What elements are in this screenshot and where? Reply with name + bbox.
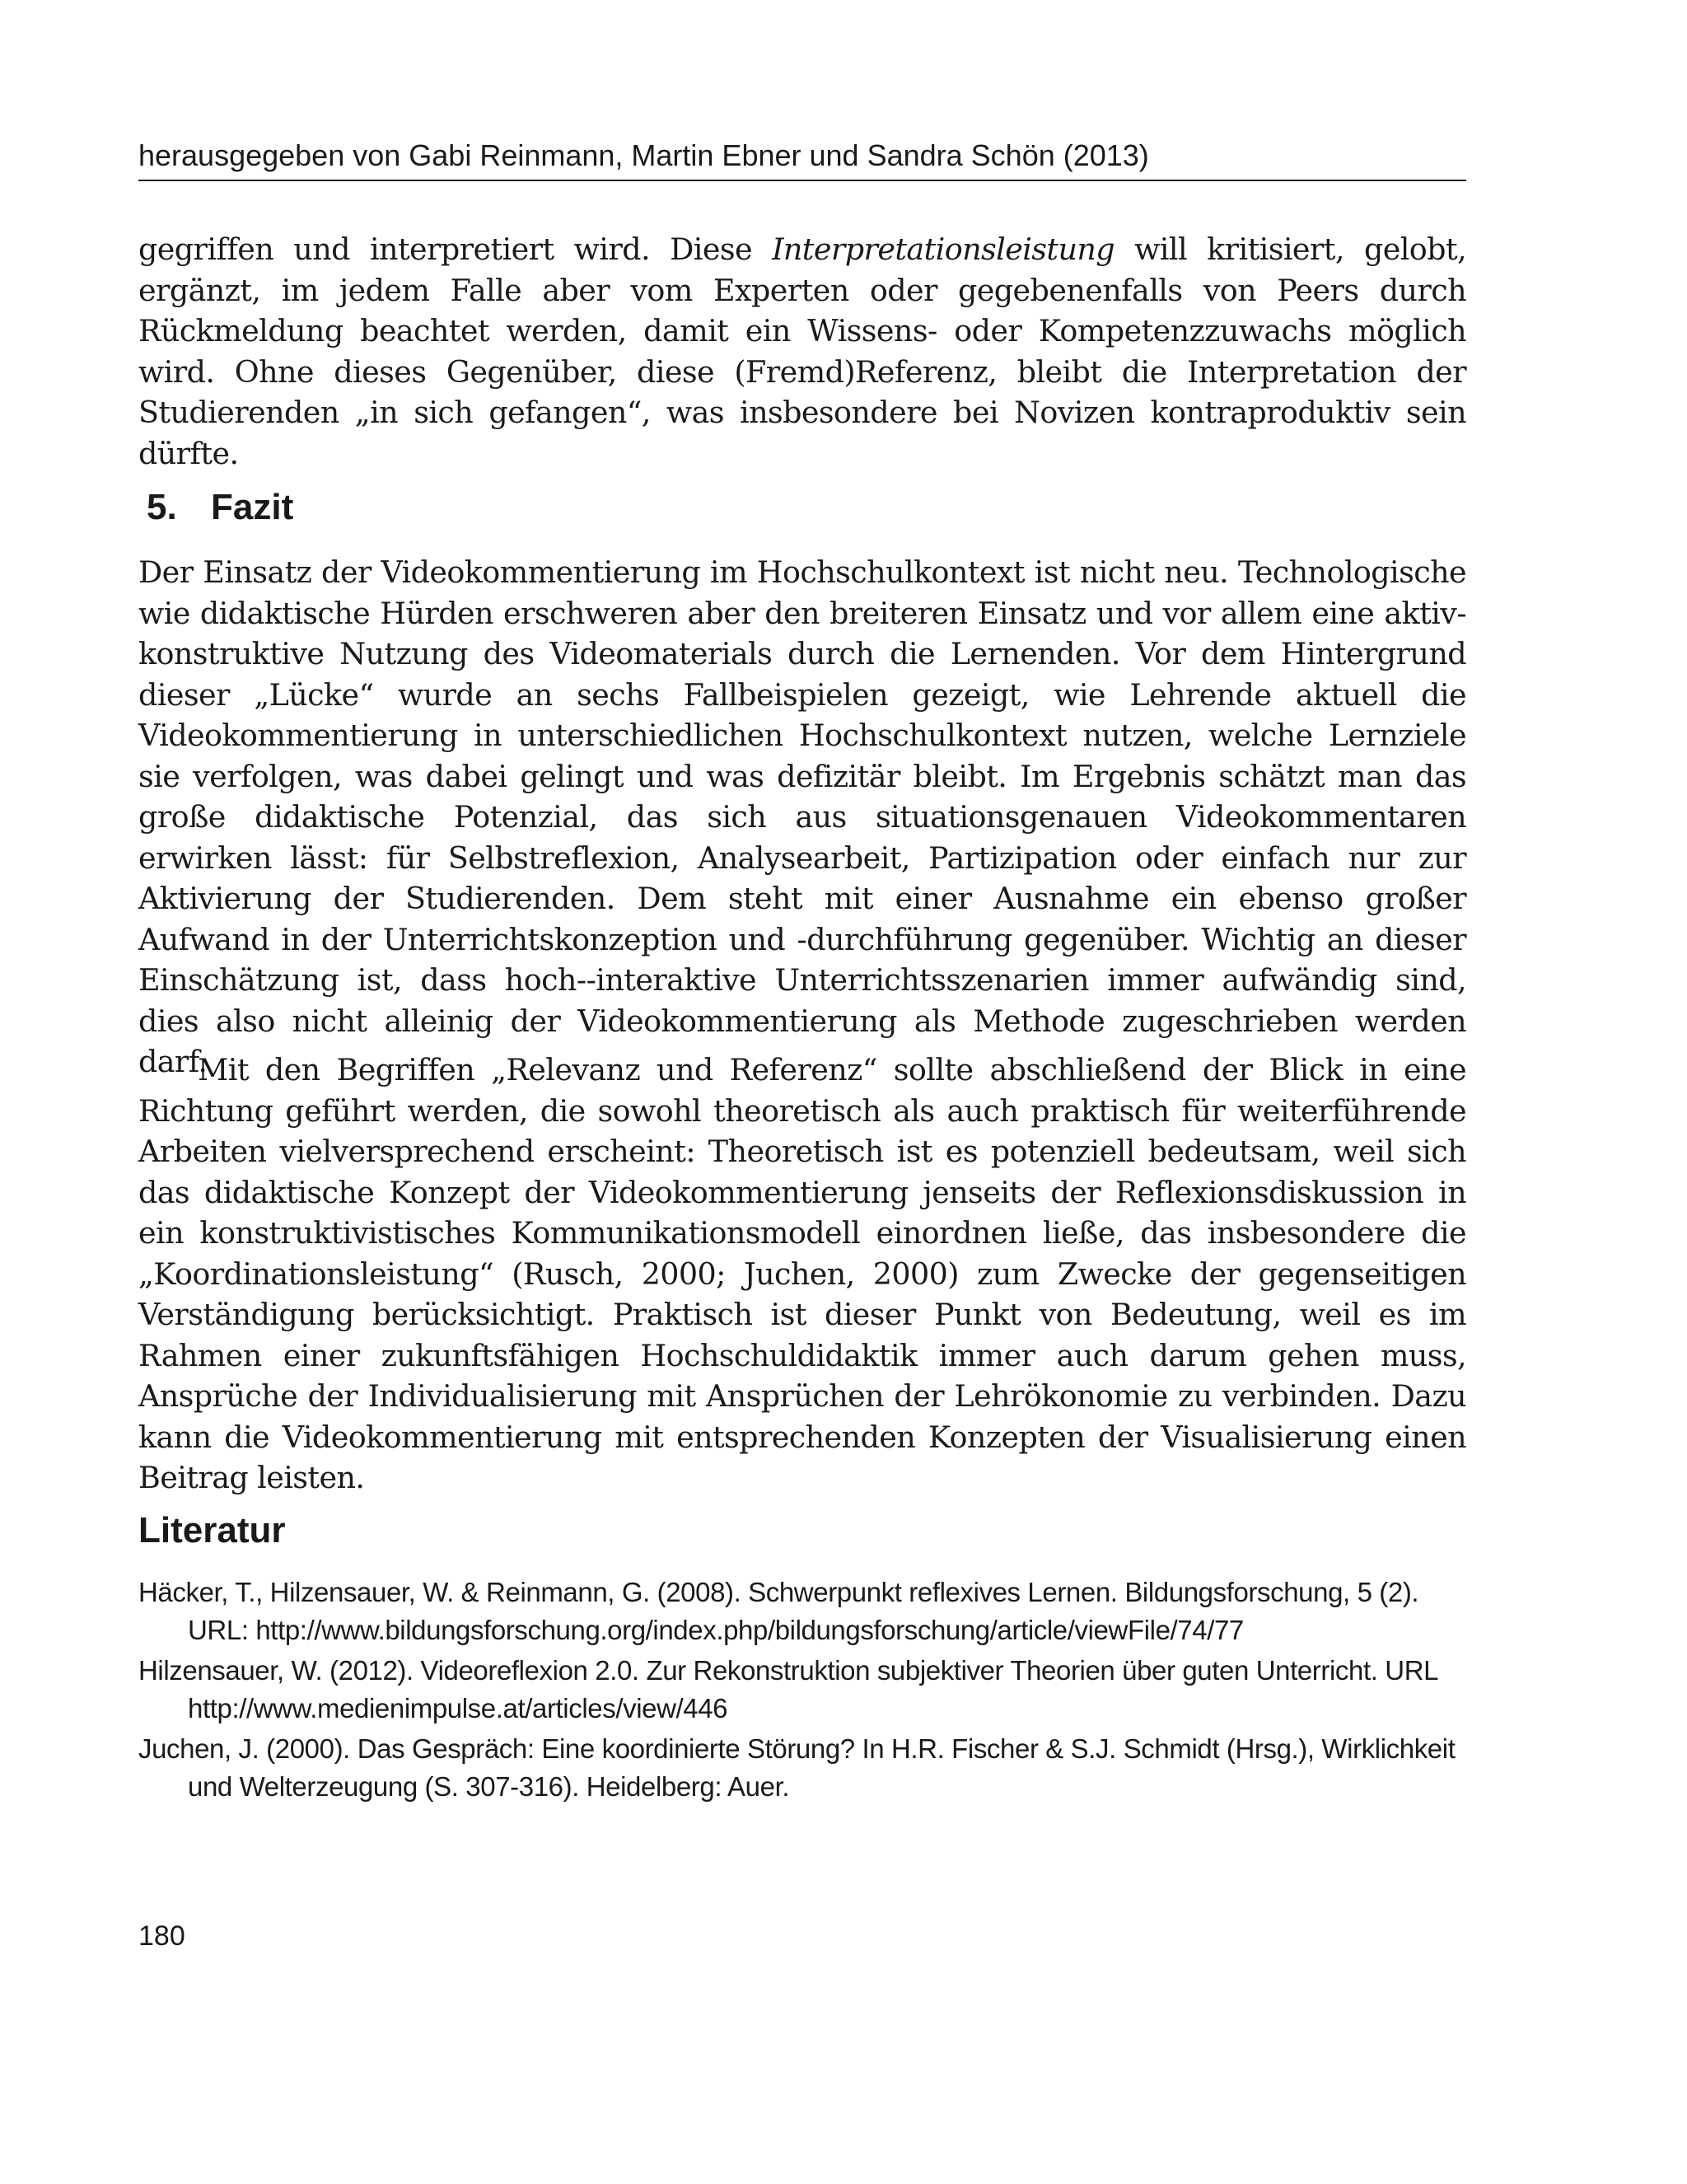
reference-entry: Hilzensauer, W. (2012). Videoreflexion 2.0. Zur Rekonstruktion subjektiver Theorien über guten Unterricht. URL http://www.medienimpulse.at/articles/view/446: [138, 1655, 1437, 1723]
paragraph-fazit-1: Der Einsatz der Videokommentierung im Hochschulkontext ist nicht neu. Technologische wie didaktische Hürden erschweren aber den breiteren Einsatz und vor allem eine aktiv-konstruktive Nutzung des Videomaterials durch die Lernenden. Vor dem Hintergrund dieser „Lücke“ wurde an sechs Fallbeispielen gezeigt, wie Lehrende aktuell die Videokommentierung in unterschiedlichen Hochschulkontext nutzen, welche Lernziele sie verfolgen, was dabei gelingt und was defizitär bleibt. Im Ergebnis schätzt man das große didaktische Potenzial, das sich aus situationsgenauen Videokommentaren erwirken lässt: für Selbstreflexion, Analysearbeit, Partizipation oder einfach nur zur Aktivierung der Studierenden. Dem steht mit einer Ausnahme ein ebenso großer Aufwand in der Unterrichtskonzeption und -durchführung gegenüber. Wichtig an dieser Einschätzung ist, dass hoch--interaktive Unterrichtsszenarien immer aufwändig sind, dies also nicht alleinig der Videokommentierung als Methode zugeschrieben werden darf.: [138, 554, 1466, 1079]
section-number: 5.: [147, 487, 177, 527]
literature-heading: Literatur: [138, 1510, 286, 1550]
paragraph-continuation: [138, 229, 1466, 474]
emphasis-term: Interpretationsleistung: [772, 231, 1115, 267]
reference-entry: Häcker, T., Hilzensauer, W. & Reinmann, G. (2008). Schwerpunkt reflexives Lernen. Bildungsforschung, 5 (2). URL: http://www.bildungsforschung.org/index.php/bildungsforschung/article/viewFile/74/77: [138, 1577, 1419, 1645]
running-header: herausgegeben von Gabi Reinmann, Martin Ebner und Sandra Schön (2013): [138, 137, 1466, 181]
document-page: [138, 0, 1466, 2184]
page-number: 180: [138, 1920, 185, 1952]
section-heading: [147, 484, 293, 531]
reference-list: [138, 1574, 1466, 1808]
reference-entry: Juchen, J. (2000). Das Gespräch: Eine koordinierte Störung? In H.R. Fischer & S.J. Schmidt (Hrsg.), Wirklichkeit und Welterzeugung (S. 307-316). Heidelberg: Auer.: [138, 1733, 1456, 1802]
paragraph-fazit-2: Mit den Begriffen „Relevanz und Referenz“ sollte abschließend der Blick in eine Richtung geführt werden, die sowohl theoretisch als auch praktisch für weiterführende Arbeiten vielversprechend erscheint: Theoretisch ist es potenziell bedeutsam, weil sich das didaktische Konzept der Videokommentierung jenseits der Reflexionsdiskussion in ein konstruktivistisches Kommunikationsmodell einordnen ließe, das insbesondere die „Koordinationsleistung“ (Rusch, 2000; Juchen, 2000) zum Zwecke der gegenseitigen Verständigung berücksichtigt. Praktisch ist dieser Punkt von Bedeutung, weil es im Rahmen einer zukunftsfähigen Hochschuldidaktik immer auch darum gehen muss, Ansprüche der Individualisierung mit Ansprüchen der Lehrökonomie zu verbinden. Dazu kann die Videokommentierung mit entsprechenden Konzepten der Visualisierung einen Beitrag leisten.: [138, 1052, 1466, 1495]
paragraph-text: will kritisiert, gelobt, ergänzt, im jedem Falle aber vom Experten oder gegebenenfalls von Peers durch Rückmeldung beachtet werden, damit ein Wissens- oder Kompetenzzuwachs möglich wird. Ohne dieses Gegenüber, diese (Fremd)Referenz, bleibt die Interpretation der Studierenden „in sich gefangen“, was insbesondere bei Novizen kontraproduktiv sein dürfte.: [138, 231, 1466, 471]
paragraph-text: gegriffen und interpretiert wird. Diese: [138, 231, 773, 267]
section-title: Fazit: [211, 487, 294, 527]
